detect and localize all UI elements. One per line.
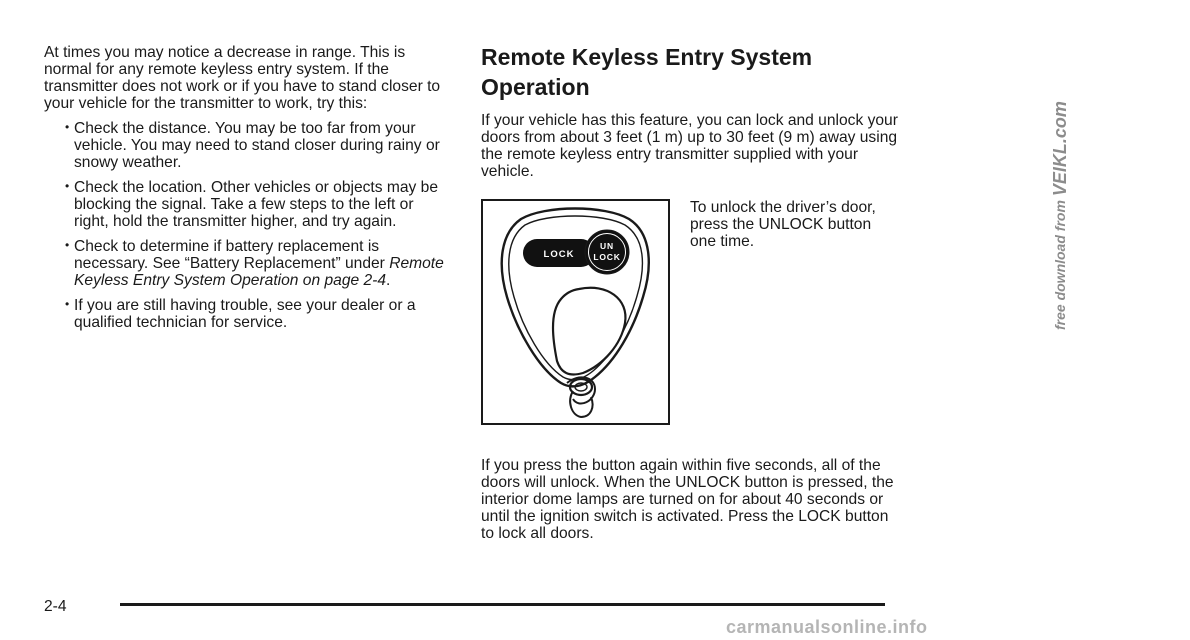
list-item-text: Check the distance. You may be too far from your vehicle. You may need to stand closer during rainy or snowy weather. (74, 120, 440, 171)
lock-button-label: LOCK (543, 249, 575, 260)
bullet-icon: • (65, 179, 70, 193)
unlock-button-label-line2: LOCK (593, 252, 621, 262)
list-item-text: Check the location. Other vehicles or objects may be blocking the signal. Take a few steps to the left or right, hold the transmitter higher, and try again. (74, 179, 439, 230)
section-heading: Remote Keyless Entry System Operation (481, 44, 813, 100)
list-item-text: If you are still having trouble, see your dealer or a qualified technician for service. (74, 297, 416, 331)
key-fob-illustration (481, 199, 670, 425)
unlock-button-label-line1: UN (600, 241, 614, 251)
key-fob-icon (483, 201, 668, 423)
left-column (44, 44, 444, 339)
troubleshooting-list (44, 120, 444, 331)
cross-reference-link[interactable]: Remote Keyless Entry System Operation on page 2-4 (74, 255, 444, 289)
watermark-text: free download from (1052, 200, 1068, 330)
footer-rule (120, 603, 885, 606)
right-column (481, 42, 901, 542)
list-item (44, 179, 444, 230)
list-item (44, 238, 444, 289)
page-number: 2-4 (44, 598, 67, 615)
bullet-icon: • (65, 238, 70, 252)
unlock-behavior-paragraph: If you press the button again within five seconds, all of the doors will unlock. When the UNLOCK button is pressed, the interior dome lamps are turned on for about 40 seconds or until the ignition switch is activated. Press the LOCK button to lock all doors. (481, 457, 894, 542)
figure-caption: To unlock the driver’s door, press the UNLOCK button one time. (690, 199, 876, 250)
range-intro-paragraph: At times you may notice a decrease in range. This is normal for any remote keyless entry system. If the transmitter does not work or if you have to stand closer to your vehicle for the transmitter to work, try this: (44, 44, 441, 112)
bullet-icon: • (65, 297, 70, 311)
list-item-text-end: . (386, 272, 391, 289)
figure-block (481, 199, 901, 431)
site-watermark: carmanualsonline.info (726, 617, 928, 637)
feature-intro-paragraph: If your vehicle has this feature, you can lock and unlock your doors from about 3 feet (1 m) up to 30 feet (9 m) away using the remote keyless entry transmitter supplied with your vehicle. (481, 112, 898, 180)
list-item-text: Check to determine if battery replacement is necessary. See “Battery Replacement” under (74, 238, 390, 272)
list-item (44, 297, 444, 331)
list-item (44, 120, 444, 171)
side-watermark (930, 101, 1190, 330)
watermark-brand: VEIKL.com (1049, 101, 1070, 197)
bullet-icon: • (65, 120, 70, 134)
